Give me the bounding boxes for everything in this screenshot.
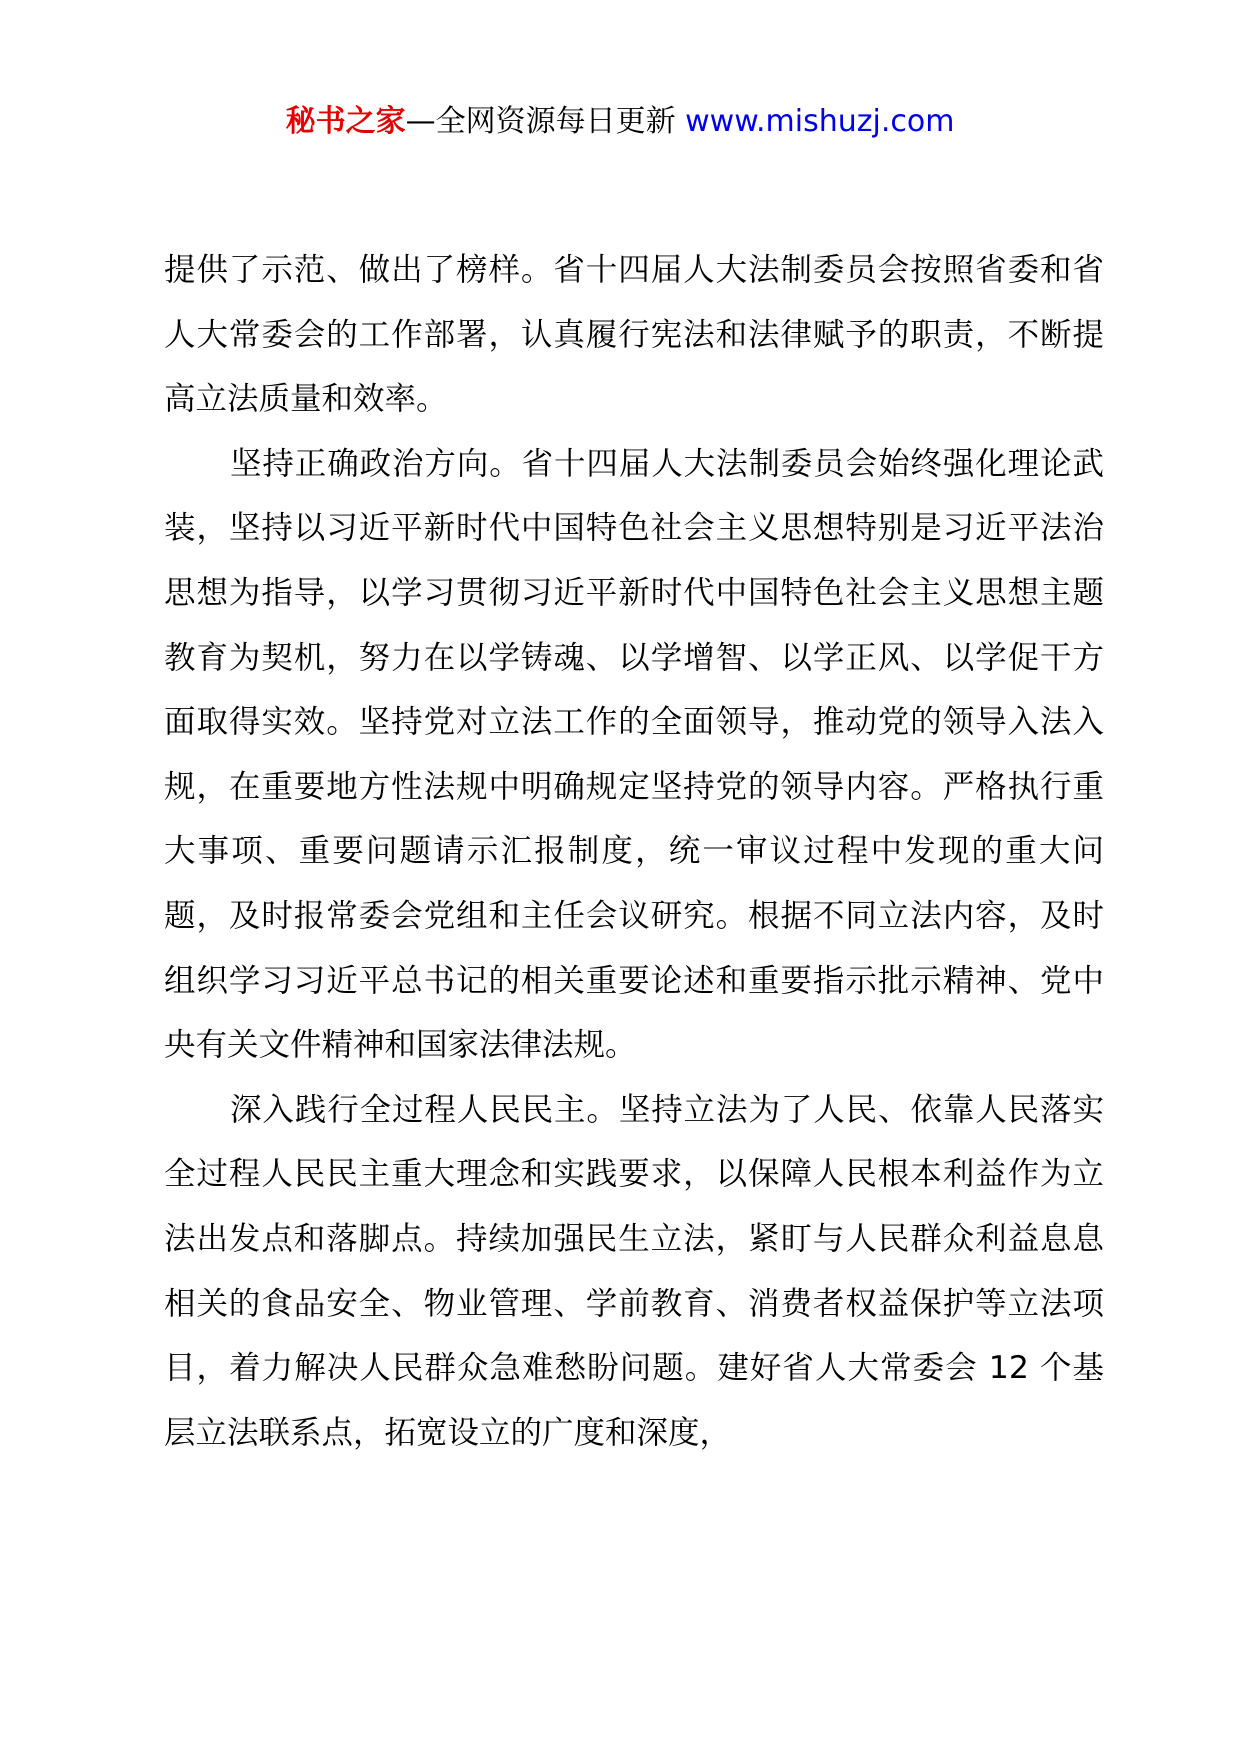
paragraph-whole-process-democracy: 深入践行全过程人民民主。坚持立法为了人民、依靠人民落实全过程人民民主重大理念和实践要求，以保障人民根本利益作为立法出发点和落脚点。持续加强民生立法，紧盯与人民群众利益息息相关的食品安全、物业管理、学前教育、消费者权益保护等立法项目，着力解决人民群众急难愁盼问题。建好省人大常委会 12 个基层立法联系点，拓宽设立的广度和深度， <box>164 1091 1104 1451</box>
paragraph-political-direction: 坚持正确政治方向。省十四届人大法制委员会始终强化理论武装，坚持以习近平新时代中国特色社会主义思想特别是习近平法治思想为指导，以学习贯彻习近平新时代中国特色社会主义思想主题教育为契机，努力在以学铸魂、以学增智、以学正风、以学促干方面取得实效。坚持党对立法工作的全面领导，推动党的领导入法入规，在重要地方性法规中明确规定坚持党的领导内容。严格执行重大事项、重要问题请示汇报制度，统一审议过程中发现的重大问题，及时报常委会党组和主任会议研究。根据不同立法内容，及时组织学习习近平总书记的相关重要论述和重要指示批示精神、党中央有关文件精神和国家法律法规。 <box>164 445 1104 1064</box>
page-header <box>0 100 1240 144</box>
header-tagline: —全网资源每日更新 <box>405 104 676 139</box>
paragraph-continuation: 提供了示范、做出了榜样。省十四届人大法制委员会按照省委和省人大常委会的工作部署，认真履行宪法和法律赋予的职责，不断提高立法质量和效率。 <box>164 252 1104 418</box>
website-link[interactable]: www.mishuzj.com <box>685 104 955 139</box>
document-body <box>164 238 1104 1465</box>
brand-name: 秘书之家 <box>285 104 406 139</box>
